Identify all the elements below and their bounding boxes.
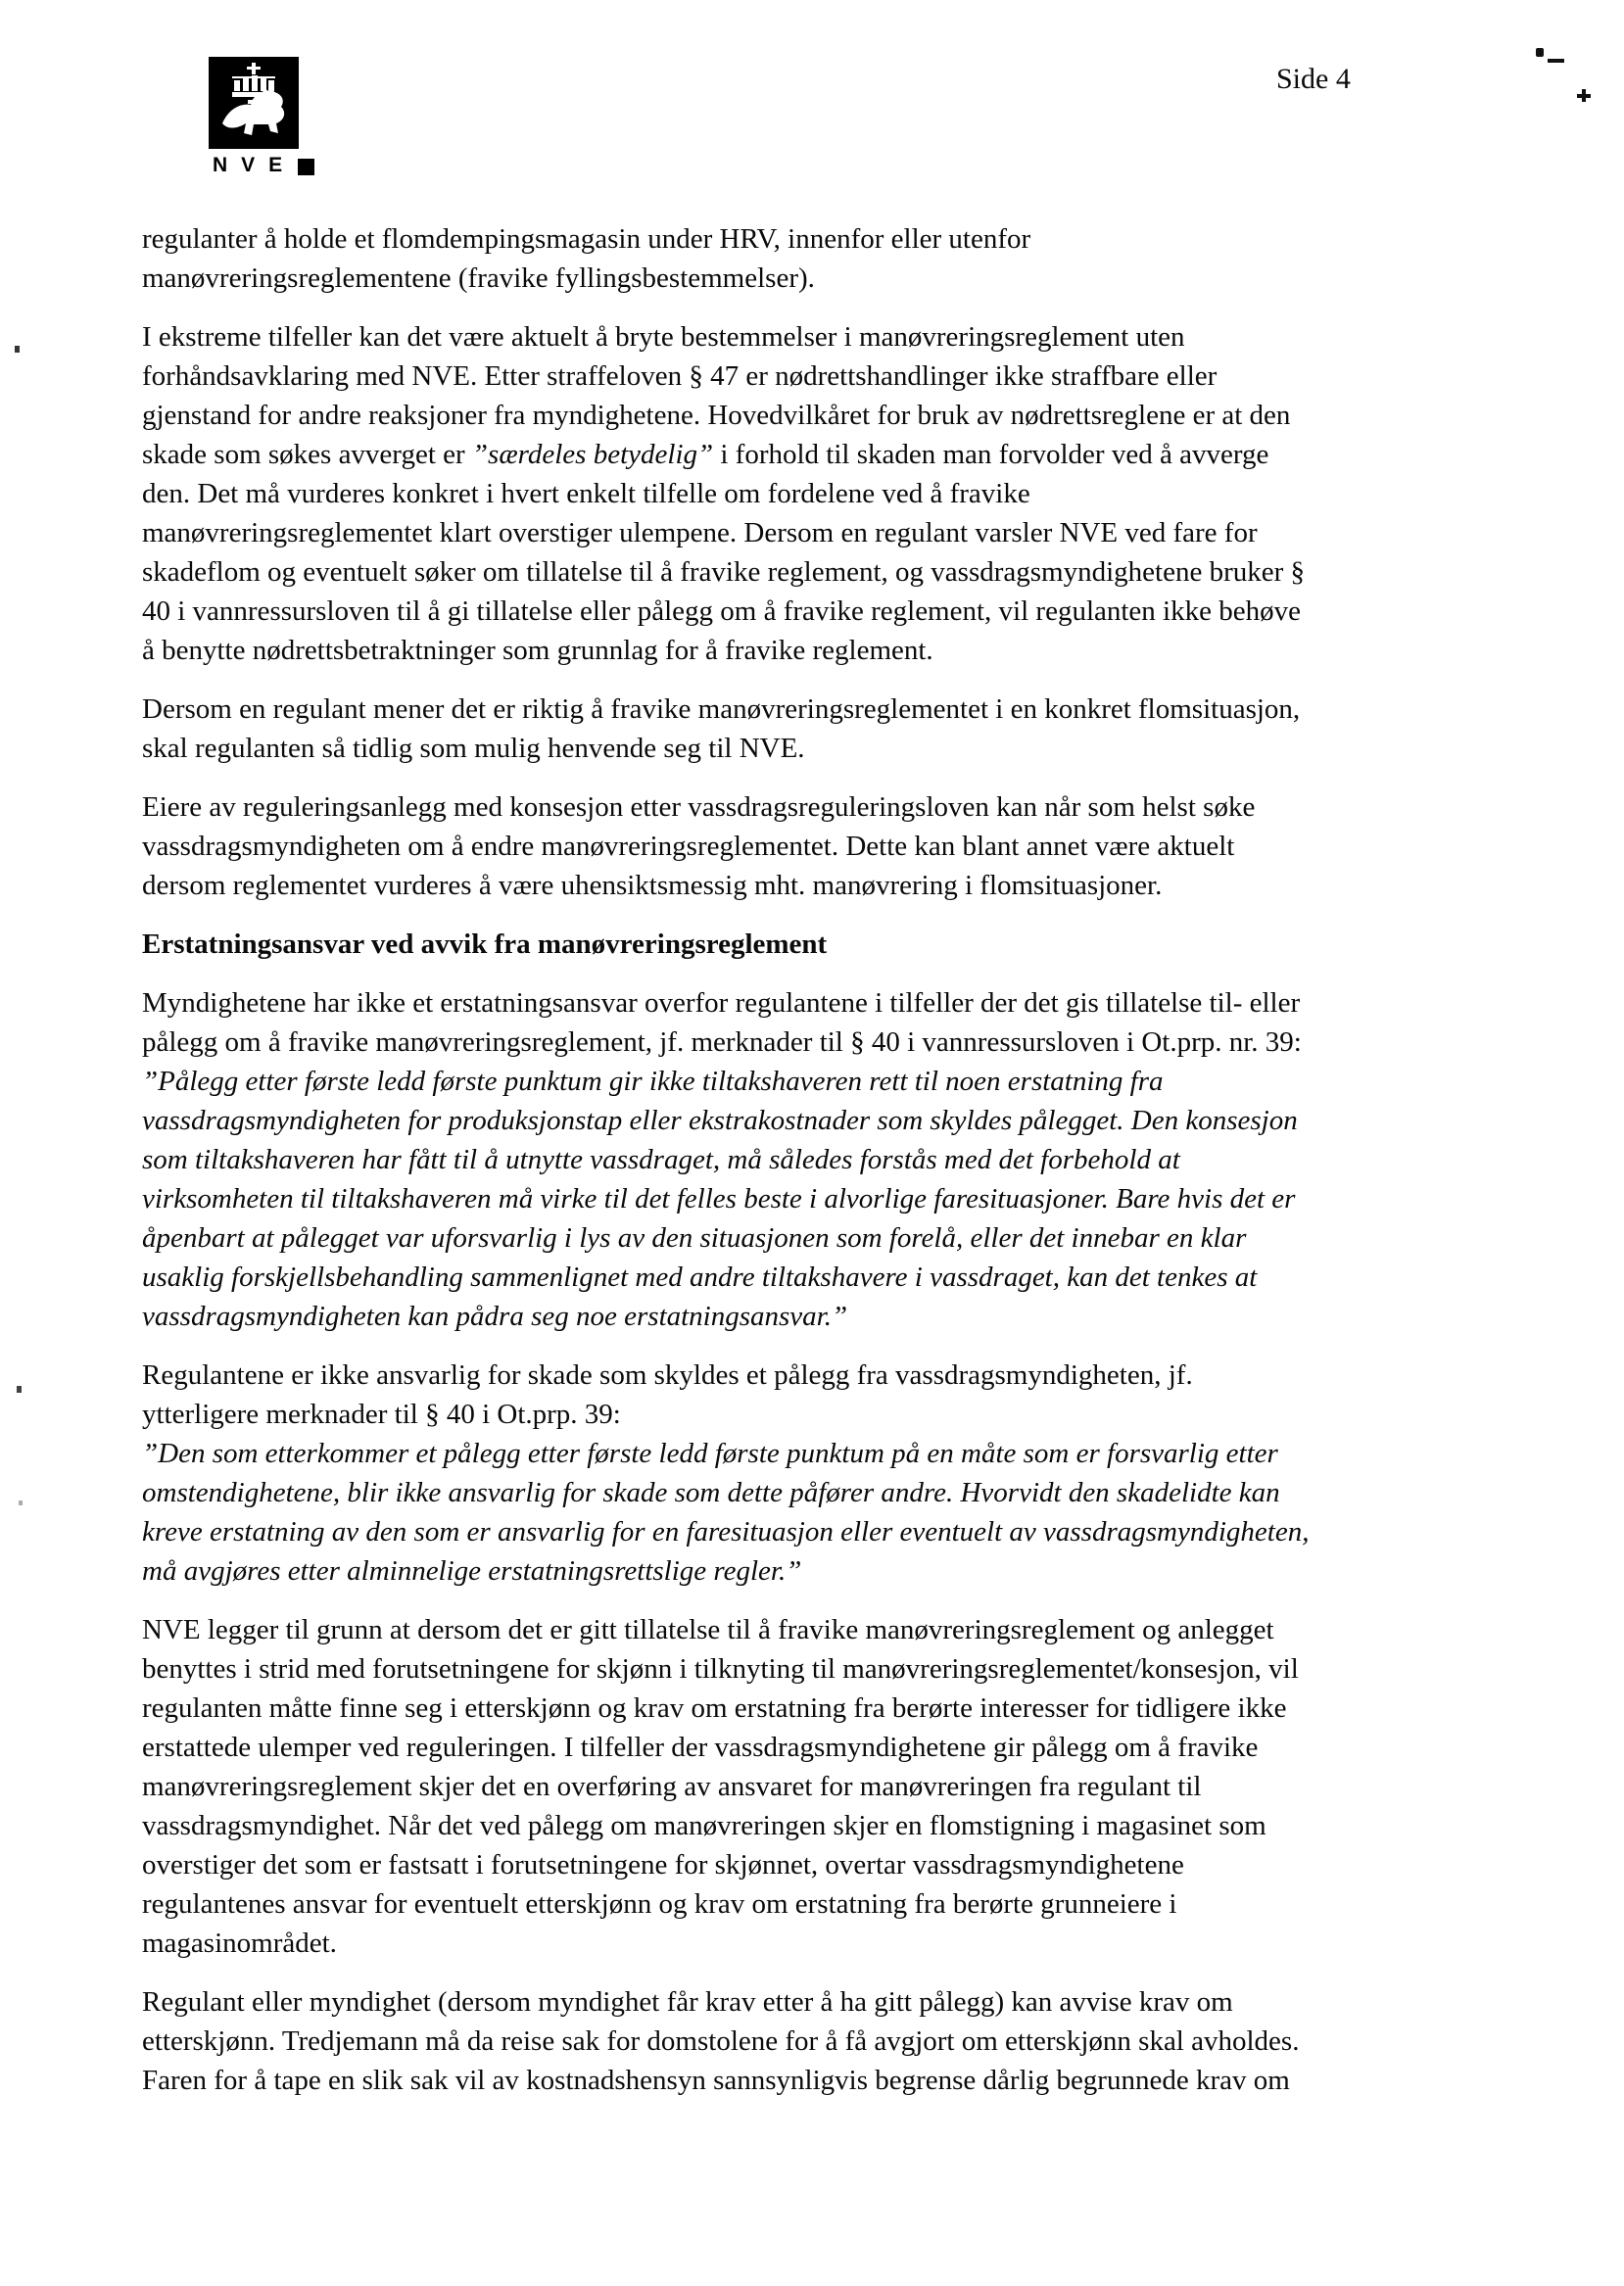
text-line: manøvreringsreglementene (fravike fyllingsbestemmelser). (142, 262, 815, 294)
text-line: som tiltakshaveren har fått til å utnytte vassdraget, må således forstås med det forbehold at (142, 1144, 1180, 1175)
scan-speck (17, 1386, 22, 1393)
paragraph-nve-legger (142, 1610, 1492, 1963)
paragraph-regulant-myndighet (142, 1982, 1492, 2100)
text-line: Faren for å tape en slik sak vil av kostnadshensyn sannsynligvis begrense dårlig begrunnede krav om (142, 2065, 1290, 2096)
text-line: gjenstand for andre reaksjoner fra myndighetene. Hovedvilkåret for bruk av nødrettsreglene er at den (142, 400, 1291, 431)
text-line: Regulant eller myndighet (dersom myndighet får krav etter å ha gitt pålegg) kan avvise krav om (142, 1986, 1233, 2018)
nve-logo-letters: NVE (213, 154, 297, 176)
text-line: må avgjøres etter alminnelige erstatningsrettslige regler.” (142, 1555, 802, 1587)
text-line: vassdragsmyndigheten for produksjonstap eller ekstrakostnader som skyldes pålegget. Den konsesjon (142, 1105, 1298, 1136)
section-heading: Erstatningsansvar ved avvik fra manøvreringsreglement (142, 929, 828, 960)
text-line: erstattede ulemper ved reguleringen. I tilfeller der vassdragsmyndighetene gir pålegg om å fravike (142, 1732, 1259, 1763)
text-line: Eiere av reguleringsanlegg med konsesjon etter vassdragsreguleringsloven kan når som helst søke (142, 791, 1256, 823)
scan-speck (19, 1500, 23, 1505)
paragraph-intro (142, 219, 1492, 298)
text-line: ”Pålegg etter første ledd første punktum gir ikke tiltakshaveren rett til noen erstatning fra (142, 1066, 1164, 1097)
text-line: omstendighetene, blir ikke ansvarlig for skade som dette påfører andre. Hvorvidt den skadelidte kan (142, 1477, 1280, 1508)
scan-speck (1548, 59, 1564, 63)
scan-speck (1536, 48, 1544, 57)
paragraph-noedrett (142, 317, 1492, 670)
text-line: den. Det må vurderes konkret i hvert enkelt tilfelle om fordelene ved å fravike (142, 478, 1030, 509)
text-line: å benytte nødrettsbetraktninger som grunnlag for å fravike reglement. (142, 635, 933, 666)
text-line: regulanter å holde et flomdempingsmagasin under HRV, innenfor eller utenfor (142, 223, 1031, 255)
paragraph-eiere (142, 787, 1492, 905)
text-line: vassdragsmyndigheten om å endre manøvreringsreglementet. Dette kan blant annet være aktuelt (142, 831, 1235, 862)
text-line: magasinområdet. (142, 1928, 337, 1959)
scan-speck (15, 346, 20, 353)
text-line: kreve erstatning av den som er ansvarlig for en faresituasjon eller eventuelt av vassdragsmyndigheten, (142, 1516, 1310, 1548)
page-number: Side 4 (1276, 63, 1351, 95)
text-line: skade som søkes avverget er ”særdeles betydelig” i forhold til skaden man forvolder ved å avverge (142, 439, 1269, 470)
document-body (142, 219, 1492, 2100)
paragraph-myndighetene (142, 983, 1492, 1062)
text-line: overstiger det som er fastsatt i forutsetningene for skjønnet, overtar vassdragsmyndighetene (142, 1849, 1184, 1881)
text-line: manøvreringsreglement skjer det en overføring av ansvaret for manøvreringen fra regulant til (142, 1771, 1202, 1802)
text-line: usaklig forskjellsbehandling sammenlignet med andre tiltakshavere i vassdraget, kan det tenkes at (142, 1262, 1258, 1293)
text-line: regulanten måtte finne seg i etterskjønn og krav om erstatning fra berørte interesser for tidligere ikke (142, 1692, 1287, 1724)
paragraph-henvendelse (142, 690, 1492, 768)
text-line: vassdragsmyndigheten kan pådra seg noe erstatningsansvar.” (142, 1301, 848, 1332)
text-line: åpenbart at pålegget var uforsvarlig i lys av den situasjonen som forelå, eller det innebar en klar (142, 1222, 1247, 1254)
scan-speck (1577, 94, 1591, 98)
text-line: skal regulanten så tidlig som mulig henvende seg til NVE. (142, 733, 805, 764)
nve-logo (209, 57, 326, 177)
block-quote-1 (142, 1062, 1492, 1336)
text-line: Dersom en regulant mener det er riktig å fravike manøvreringsreglementet i en konkret flomsituasjon, (142, 693, 1301, 725)
text-line: Myndighetene har ikke et erstatningsansvar overfor regulantene i tilfeller der det gis tillatelse til- eller (142, 987, 1301, 1019)
paragraph-regulantene (142, 1356, 1492, 1434)
text-line: Regulantene er ikke ansvarlig for skade som skyldes et pålegg fra vassdragsmyndigheten, jf. (142, 1359, 1193, 1391)
nve-logo-square (298, 159, 314, 175)
text-line: pålegg om å fravike manøvreringsreglement, jf. merknader til § 40 i vannressursloven i Ot.prp. nr. 39: (142, 1026, 1302, 1058)
text-line: vassdragsmyndighet. Når det ved pålegg om manøvreringen skjer en flomstigning i magasinet som (142, 1810, 1266, 1841)
text-line: manøvreringsreglementet klart overstiger ulempene. Dersom en regulant varsler NVE ved fare for (142, 517, 1258, 548)
text-line: etterskjønn. Tredjemann må da reise sak for domstolene for å få avgjort om etterskjønn skal avholdes. (142, 2025, 1300, 2057)
text-line: NVE legger til grunn at dersom det er gitt tillatelse til å fravike manøvreringsreglement og anlegget (142, 1614, 1274, 1645)
nve-logo-text (213, 154, 326, 177)
text-line: skadeflom og eventuelt søker om tillatelse til å fravike reglement, og vassdragsmyndighetene bruker § (142, 556, 1306, 588)
text-line: virksomheten til tiltakshaveren må virke til det felles beste i alvorlige faresituasjoner. Bare hvis det er (142, 1183, 1296, 1214)
text-line: dersom reglementet vurderes å være uhensiktsmessig mht. manøvrering i flomsituasjoner. (142, 870, 1163, 901)
nve-crest-icon (209, 57, 299, 149)
block-quote-2 (142, 1434, 1492, 1591)
text-line: forhåndsavklaring med NVE. Etter straffeloven § 47 er nødrettshandlinger ikke straffbare eller (142, 360, 1218, 392)
text-line: regulantenes ansvar for eventuelt etterskjønn og krav om erstatning fra berørte grunneiere i (142, 1888, 1177, 1920)
text-line: benyttes i strid med forutsetningene for skjønn i tilknyting til manøvreringsreglementet/konsesjon, vil (142, 1653, 1299, 1685)
text-line: I ekstreme tilfeller kan det være aktuelt å bryte bestemmelser i manøvreringsreglement uten (142, 321, 1185, 353)
text-line: ”Den som etterkommer et pålegg etter første ledd første punktum på en måte som er forsvarlig etter (142, 1438, 1278, 1469)
text-line: 40 i vannressursloven til å gi tillatelse eller pålegg om å fravike reglement, vil regulanten ikke behøve (142, 595, 1301, 627)
text-line: ytterligere merknader til § 40 i Ot.prp. 39: (142, 1399, 621, 1430)
